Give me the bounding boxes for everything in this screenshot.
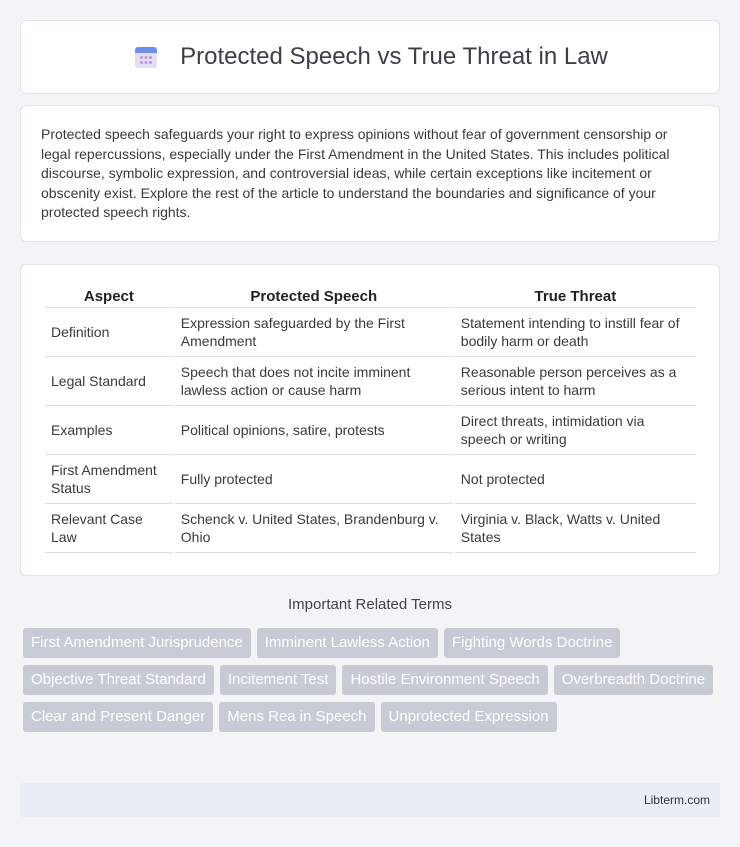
calendar-icon: [132, 43, 160, 71]
related-term-tag[interactable]: Unprotected Expression: [381, 702, 557, 732]
comparison-table-card: [20, 264, 720, 576]
table-row: [45, 504, 696, 553]
related-term-tag[interactable]: Incitement Test: [220, 665, 337, 695]
table-cell-aspect: Relevant Case Law: [45, 504, 173, 553]
table-cell-aspect: Examples: [45, 406, 173, 455]
column-header-aspect: Aspect: [45, 285, 173, 308]
intro-card: [20, 105, 720, 242]
table-header-row: [45, 285, 696, 308]
header-card: [20, 20, 720, 94]
table-row: [45, 455, 696, 504]
table-row: [45, 308, 696, 357]
page-title: Protected Speech vs True Threat in Law: [180, 43, 608, 70]
related-term-tag[interactable]: Clear and Present Danger: [23, 702, 213, 732]
table-cell-protected: Political opinions, satire, protests: [175, 406, 453, 455]
footer: [20, 783, 720, 817]
table-cell-aspect: First Amendment Status: [45, 455, 173, 504]
table-cell-protected: Schenck v. United States, Brandenburg v. Ohio: [175, 504, 453, 553]
related-terms-heading: Important Related Terms: [288, 596, 452, 613]
related-term-tag[interactable]: Overbreadth Doctrine: [554, 665, 713, 695]
related-term-tag[interactable]: Hostile Environment Speech: [342, 665, 547, 695]
column-header-true-threat: True Threat: [455, 285, 696, 308]
footer-site-link[interactable]: Libterm.com: [643, 793, 710, 807]
table-row: [45, 357, 696, 406]
comparison-table: [43, 285, 698, 553]
table-row: [45, 406, 696, 455]
table-cell-threat: Direct threats, intimidation via speech or writing: [455, 406, 696, 455]
related-term-tag[interactable]: Fighting Words Doctrine: [444, 628, 621, 658]
title-wrap: [132, 43, 608, 71]
table-cell-threat: Virginia v. Black, Watts v. United States: [455, 504, 696, 553]
intro-paragraph: Protected speech safeguards your right to express opinions without fear of government censorship or legal repercussions, especially under the First Amendment in the United States. This includes political discourse, symbolic expression, and controversial ideas, while certain exceptions like incitement or obscenity exist. Explore the rest of the article to understand the boundaries and significance of your protected speech rights.: [41, 126, 670, 221]
table-cell-aspect: Legal Standard: [45, 357, 173, 406]
table-cell-aspect: Definition: [45, 308, 173, 357]
related-terms-list: [23, 628, 723, 739]
column-header-protected-speech: Protected Speech: [175, 285, 453, 308]
table-cell-threat: Statement intending to instill fear of bodily harm or death: [455, 308, 696, 357]
table-cell-threat: Not protected: [455, 455, 696, 504]
related-term-tag[interactable]: First Amendment Jurisprudence: [23, 628, 251, 658]
table-cell-protected: Fully protected: [175, 455, 453, 504]
related-term-tag[interactable]: Imminent Lawless Action: [257, 628, 438, 658]
table-cell-protected: Speech that does not incite imminent lawless action or cause harm: [175, 357, 453, 406]
related-term-tag[interactable]: Mens Rea in Speech: [219, 702, 374, 732]
table-cell-protected: Expression safeguarded by the First Amendment: [175, 308, 453, 357]
related-term-tag[interactable]: Objective Threat Standard: [23, 665, 214, 695]
table-cell-threat: Reasonable person perceives as a serious intent to harm: [455, 357, 696, 406]
